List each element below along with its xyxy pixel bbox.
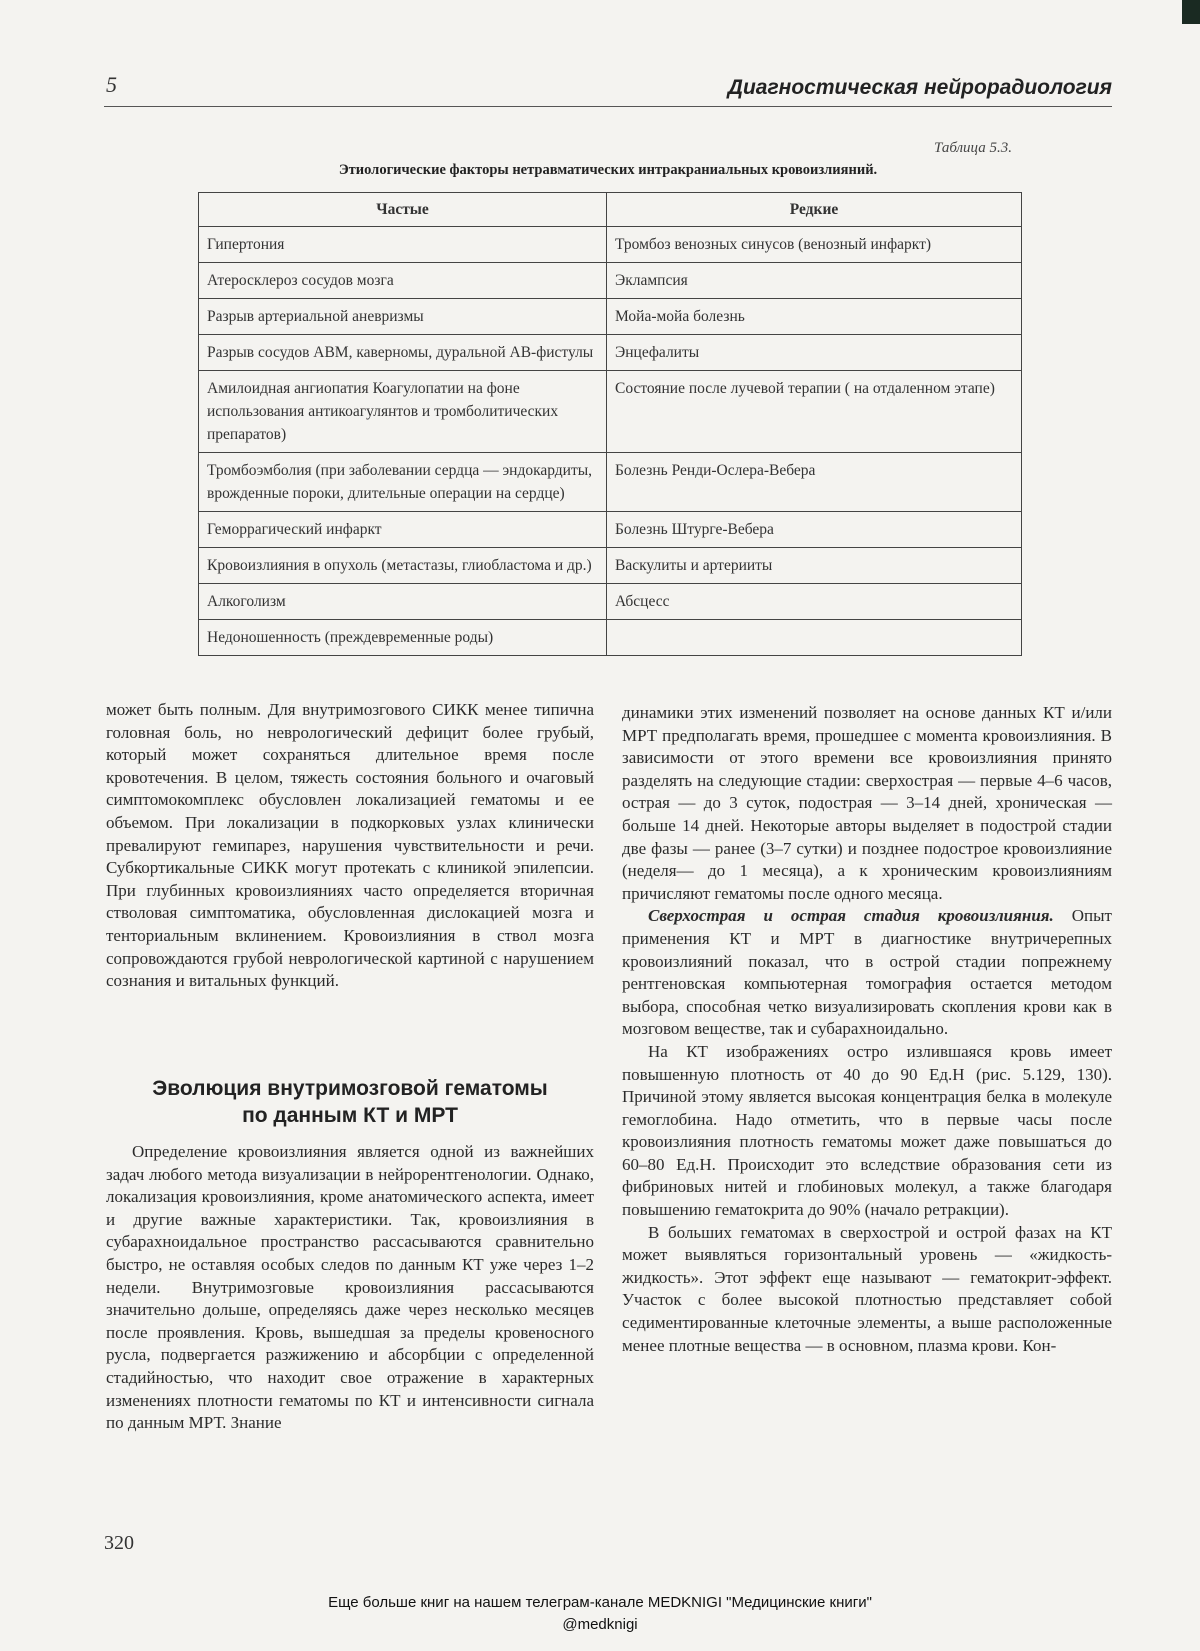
- column-header-rare: Редкие: [607, 193, 1022, 227]
- page-number: 320: [104, 1532, 134, 1554]
- footer-line: @medknigi: [562, 1616, 638, 1633]
- body-paragraph: Определение кровоизлияния является одной из важнейших задач любого метода визуализации в нейрорентгенологии. Однако, локализация кровоизлияния, кроме анатомического аспекта, имеет и другие важные характеристики. Так, кровоизлияния в субарахноидальное пространство рассасываются сравнительно быстро, не оставляя особых следов по данным КТ уже через 1–2 недели. Внутримозговые кровоизлияния рассасываются значительно дольше, определяясь даже через несколько месяцев после проявления. Кровь, вышедшая за пределы кровеносного русла, подвергается разжижению и абсорбции с определенной стадийностью, что находит свое отражение в характерных изменениях плотности гематомы по КТ и интенсивности сигнала по данным МРТ. Знание: [106, 1142, 594, 1433]
- table-row: [199, 512, 1022, 548]
- header-rule: [104, 106, 1112, 107]
- table-cell: Амилоидная ангиопатия Коагулопатии на фоне использования антикоагулянтов и тромболитических препаратов): [199, 371, 607, 453]
- table-row: [199, 584, 1022, 620]
- table-row: [199, 263, 1022, 299]
- table-cell: Болезнь Штурге-Вебера: [607, 512, 1022, 548]
- table-cell: Атеросклероз сосудов мозга: [199, 263, 607, 299]
- table-cell: Гипертония: [199, 227, 607, 263]
- section-heading: [106, 1075, 594, 1129]
- section-heading-line: Эволюция внутримозговой гематомы: [152, 1077, 548, 1100]
- table-row: [199, 299, 1022, 335]
- chapter-number: 5: [106, 72, 117, 97]
- body-paragraph: На КТ изображениях остро излившаяся кровь имеет повышенную плотность от 40 до 90 Ед.Н (рис. 5.129, 130). Причиной этому является высокая концентрация белка в молекуле гемоглобина. Надо отметить, что в первые часы после кровоизлияния плотность гематомы может даже повышаться до 60–80 Ед.Н. Происходит это вследствие образования сети из фибриновых нитей и глобиновых молекул, а также благодаря повышению гематокрита до 90% (начало ретракции).: [622, 1041, 1112, 1220]
- table-cell: Энцефалиты: [607, 335, 1022, 371]
- table-cell: [607, 620, 1022, 656]
- footer-line: Еще больше книг на нашем телеграм-канале MEDKNIGI "Медицинские книги": [328, 1594, 872, 1611]
- body-paragraph: динамики этих изменений позволяет на основе данных КТ и/или МРТ предполагать время, прошедшее с момента кровоизлияния. В зависимости от этого времени все кровоизлияния принято разделять на следующие стадии: сверхострая — первые 4–6 часов, острая — до 3 суток, подострая — 3–14 дней, хроническая — больше 14 дней. Некоторые авторы выделяет в подострой стадии две фазы — ранее (3–7 сутки) и позднее подострое кровоизлияние (неделя— до 1 месяца), а к хроническим кровоизлияниям причисляют гематомы после одного месяца.: [622, 703, 1112, 903]
- paragraph-text: Опыт применения КТ и МРТ в диагностике внутричерепных кровоизлияний показал, что в острой стадии попрежнему рентгеновская компьютерная томография остается методом выбора, способная четко визуализировать скопления крови как в мозговом веществе, так и субарахноидально.: [622, 906, 1112, 1039]
- body-paragraph: [622, 905, 1112, 1041]
- table-cell: Тромбоэмболия (при заболевании сердца — эндокардиты, врожденные пороки, длительные операции на сердце): [199, 453, 607, 512]
- table-cell: Состояние после лучевой терапии ( на отдаленном этапе): [607, 371, 1022, 453]
- table-row: [199, 227, 1022, 263]
- table-cell: Тромбоз венозных синусов (венозный инфаркт): [607, 227, 1022, 263]
- table-cell: Разрыв артериальной аневризмы: [199, 299, 607, 335]
- footer-note: [0, 1592, 1200, 1636]
- running-title: Диагностическая нейрорадиология: [727, 76, 1112, 99]
- right-column: [622, 702, 1112, 1357]
- table-cell: Мойа-мойа болезнь: [607, 299, 1022, 335]
- table-row: [199, 620, 1022, 656]
- table-cell: Разрыв сосудов АВМ, каверномы, дуральной АВ-фистулы: [199, 335, 607, 371]
- body-paragraph: может быть полным. Для внутримозгового СИКК менее типична головная боль, но неврологический дефицит более грубый, который может сохраняться длительное время после кровотечения. В целом, тяжесть состояния больного и очаговый симптомокомплекс обусловлен локализацией гематомы и ее объемом. При локализации в подкорковых узлах клинически превалируют гемипарез, нарушения чувствительности и речи. Субкортикальные СИКК могут протекать с клиникой эпилепсии. При глубинных кровоизлияниях часто определяется вторичная стволовая симптоматика, обусловленная дислокацией мозга и тенториальным вклинением. Кровоизлияния в ствол мозга сопровождаются грубой неврологической картиной с нарушением сознания и витальных функций.: [106, 700, 594, 991]
- body-paragraph: В больших гематомах в сверхострой и острой фазах на КТ может выявляться горизонтальный уровень — «жидкость-жидкость». Этот эффект еще называют — гематокрит-эффект. Участок с более высокой плотностью представляет собой седиментированные клеточные элементы, а выше расположенные менее плотные вещества — в основном, плазма крови. Кон-: [622, 1222, 1112, 1355]
- table-cell: Болезнь Ренди-Ослера-Вебера: [607, 453, 1022, 512]
- table-title: Этиологические факторы нетравматических интракраниальных кровоизлияний.: [338, 162, 878, 178]
- run-in-heading: Сверхострая и острая стадия кровоизлияния.: [648, 906, 1054, 926]
- left-column-bottom: [106, 1141, 594, 1435]
- table-row: [199, 335, 1022, 371]
- table-caption: Таблица 5.3.: [934, 140, 1012, 156]
- table-header-row: [199, 193, 1022, 227]
- table-row: [199, 453, 1022, 512]
- table-cell: Васкулиты и артерииты: [607, 548, 1022, 584]
- section-heading-line: по данным КТ и МРТ: [242, 1104, 458, 1127]
- table-cell: Геморрагический инфаркт: [199, 512, 607, 548]
- left-column-top: [106, 699, 594, 993]
- table-row: [199, 371, 1022, 453]
- table-cell: Кровоизлияния в опухоль (метастазы, глиобластома и др.): [199, 548, 607, 584]
- etiology-table: [198, 192, 1022, 656]
- table-row: [199, 548, 1022, 584]
- column-header-frequent: Частые: [199, 193, 607, 227]
- table-cell: Эклампсия: [607, 263, 1022, 299]
- table-cell: Абсцесс: [607, 584, 1022, 620]
- scan-edge-mark: [1182, 0, 1200, 24]
- table-cell: Недоношенность (преждевременные роды): [199, 620, 607, 656]
- table-cell: Алкоголизм: [199, 584, 607, 620]
